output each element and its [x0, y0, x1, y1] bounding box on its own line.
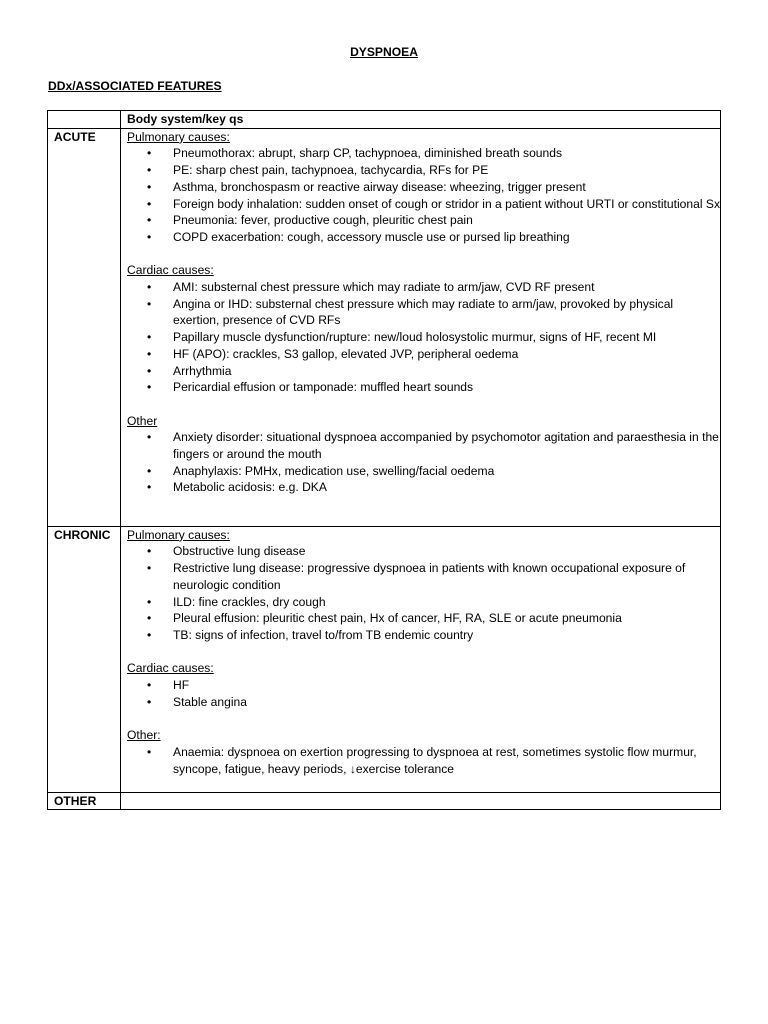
- list-item: • Anaemia: dyspnoea on exertion progressing to dyspnoea at rest, sometimes systolic flow murmur, syncope, fatigue, heavy periods, ↓exercise tolerance: [127, 744, 720, 777]
- list-item: • Pneumothorax: abrupt, sharp CP, tachypnoea, diminished breath sounds: [127, 145, 720, 162]
- acute-label: ACUTE: [48, 128, 121, 526]
- list-item: • Anxiety disorder: situational dyspnoea accompanied by psychomotor agitation and paraesthesia in the fingers or around the mouth: [127, 429, 720, 462]
- list-item: • ILD: fine crackles, dry cough: [127, 594, 720, 611]
- acute-cardiac-list: [127, 279, 720, 396]
- chronic-pulmonary-list: [127, 543, 720, 643]
- chronic-cardiac-heading: Cardiac causes:: [127, 661, 214, 676]
- list-item: • COPD exacerbation: cough, accessory muscle use or pursed lip breathing: [127, 229, 720, 246]
- chronic-pulmonary-heading: Pulmonary causes:: [127, 527, 230, 542]
- other-row: [48, 792, 721, 810]
- chronic-cardiac-list: [127, 677, 720, 710]
- acute-other-heading: Other: [127, 413, 158, 428]
- list-item: • TB: signs of infection, travel to/from TB endemic country: [127, 627, 720, 644]
- list-item: • Stable angina: [127, 694, 720, 711]
- acute-body: [121, 128, 721, 526]
- list-item: • Foreign body inhalation: sudden onset of cough or stridor in a patient without URTI or constitutional Sx: [127, 196, 720, 213]
- header-label-cell: [48, 111, 121, 129]
- list-item: • Papillary muscle dysfunction/rupture: new/loud holosystolic murmur, signs of HF, recent MI: [127, 329, 720, 346]
- list-item: • Pneumonia: fever, productive cough, pleuritic chest pain: [127, 212, 720, 229]
- list-item: • Anaphylaxis: PMHx, medication use, swelling/facial oedema: [127, 463, 720, 480]
- acute-pulmonary-heading: Pulmonary causes:: [127, 129, 230, 144]
- chronic-row: [48, 526, 721, 792]
- acute-row: [48, 128, 721, 526]
- acute-other-list: [127, 429, 720, 496]
- list-item: • Arrhythmia: [127, 363, 720, 380]
- acute-pulmonary-list: [127, 145, 720, 245]
- chronic-body: [121, 526, 721, 792]
- ddx-table: [47, 110, 721, 810]
- chronic-label: CHRONIC: [48, 526, 121, 792]
- chronic-other-list: [127, 744, 720, 777]
- list-item: • PE: sharp chest pain, tachypnoea, tachycardia, RFs for PE: [127, 162, 720, 179]
- chronic-other-heading: Other:: [127, 728, 161, 743]
- header-body-cell: Body system/key qs: [121, 111, 721, 129]
- list-item: • Pleural effusion: pleuritic chest pain, Hx of cancer, HF, RA, SLE or acute pneumonia: [127, 610, 720, 627]
- list-item: • Asthma, bronchospasm or reactive airway disease: wheezing, trigger present: [127, 179, 720, 196]
- other-label: OTHER: [48, 792, 121, 810]
- list-item: • AMI: substernal chest pressure which may radiate to arm/jaw, CVD RF present: [127, 279, 720, 296]
- list-item: • Obstructive lung disease: [127, 543, 720, 560]
- list-item: • Angina or IHD: substernal chest pressure which may radiate to arm/jaw, provoked by physical exertion, presence of CVD RFs: [127, 296, 720, 329]
- other-body: [121, 792, 721, 810]
- list-item: • HF (APO): crackles, S3 gallop, elevated JVP, peripheral oedema: [127, 346, 720, 363]
- document-title: DYSPNOEA: [350, 45, 418, 59]
- acute-cardiac-heading: Cardiac causes:: [127, 263, 214, 278]
- list-item: • Restrictive lung disease: progressive dyspnoea in patients with known occupational exposure of neurologic condition: [127, 560, 720, 593]
- section-heading: DDx/ASSOCIATED FEATURES: [48, 79, 222, 93]
- table-header-row: [48, 111, 721, 129]
- list-item: • HF: [127, 677, 720, 694]
- list-item: • Metabolic acidosis: e.g. DKA: [127, 479, 720, 496]
- list-item: • Pericardial effusion or tamponade: muffled heart sounds: [127, 379, 720, 396]
